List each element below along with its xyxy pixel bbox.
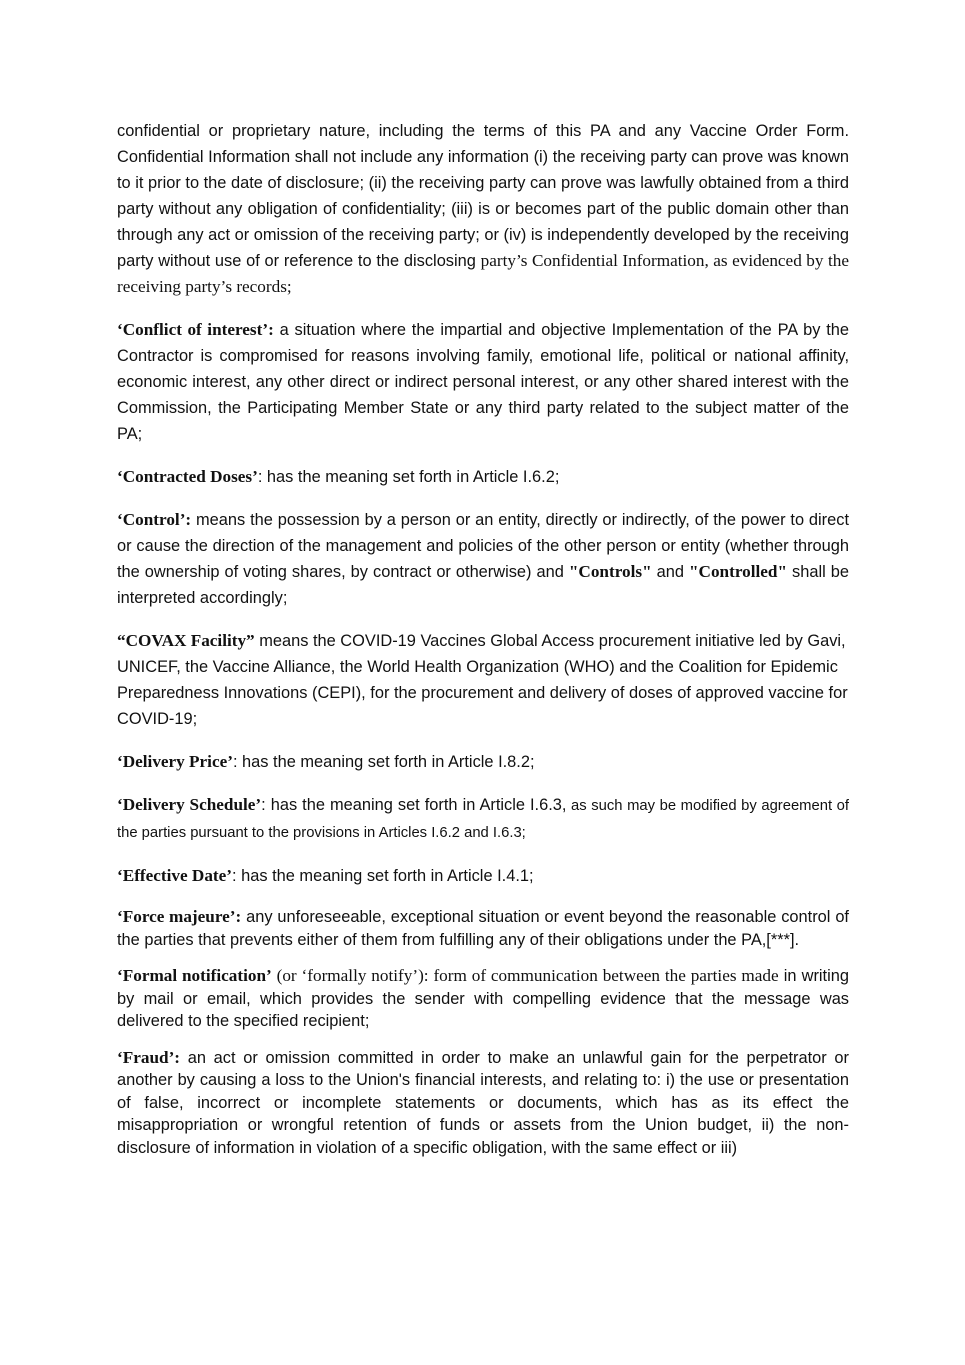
defined-term: ‘Formal notification’ <box>117 966 272 985</box>
defined-term: “COVAX Facility” <box>117 631 255 650</box>
definition-text-small: as such may be modified by agreement of the parties pursuant to the provisions in Articles I.6.2 and I.6.3; <box>117 798 849 841</box>
defined-term: ‘Conflict of interest’: <box>117 320 274 339</box>
quoted-term-controlled: "Controlled" <box>689 562 788 581</box>
quoted-term-controls: "Controls" <box>568 562 652 581</box>
paragraph-text-serif: party’s Confidential Information, as evidenced by the receiving party’s records; <box>117 251 849 296</box>
defined-term: ‘Effective Date’ <box>117 866 232 885</box>
definition-control <box>117 507 849 611</box>
definition-text: any unforeseeable, exceptional situation or event beyond the reasonable control of the parties that prevents either of them from fulfilling any of their obligations under the PA,[***]. <box>117 908 849 949</box>
definition-text-serif: (or ‘formally notify’): form of communication between the parties made <box>271 966 779 985</box>
defined-term: ‘Force majeure’: <box>117 907 242 926</box>
defined-term: ‘Control’: <box>117 510 192 529</box>
definition-text: : has the meaning set forth in Article I.8.2; <box>232 753 535 771</box>
definition-conflict-of-interest <box>117 317 849 447</box>
definition-text: an act or omission committed in order to make an unlawful gain for the perpetrator or another by causing a loss to the Union's financial interests, and relating to: i) the use or presentation of false, incorrect or incomplete statements or documents, which has as its effect the misappropriation or wrongful retention of funds or assets from the Union budget, ii) the non-disclosure of information in violation of a specific obligation, with the same effect or iii) <box>117 1048 849 1157</box>
definition-text: : has the meaning set forth in Article I.6.2; <box>257 468 560 486</box>
defined-term: ‘Delivery Schedule’ <box>117 795 262 814</box>
definition-text: : has the meaning set forth in Article I.6.3, <box>261 796 567 814</box>
definition-covax-facility <box>117 628 849 732</box>
definition-contracted-doses <box>117 464 849 490</box>
confidential-information-continuation <box>117 118 849 300</box>
definition-text: and <box>651 563 689 581</box>
definition-text: means the COVID-19 Vaccines Global Access procurement initiative led by Gavi, UNICEF, the Vaccine Alliance, the World Health Organization (WHO) and the Coalition for Epidemic Preparedness Innovations (CEPI), for the procurement and delivery of doses of approved vaccine for COVID-19; <box>117 632 848 728</box>
definitions-body <box>117 118 849 1173</box>
definition-text: : has the meaning set forth in Article I.4.1; <box>232 867 534 885</box>
definition-text: a situation where the impartial and objective Implementation of the PA by the Contractor is compromised for reasons involving family, emotional life, political or national affinity, economic interest, any other direct or indirect personal interest, or any other shared interest with the Commission, the Participating Member State or any third party related to the subject matter of the PA; <box>117 321 849 443</box>
definition-formal-notification <box>117 965 849 1033</box>
definition-text: in writing by mail or email, which provides the sender with compelling evidence that the message was delivered to the specified recipient; <box>117 967 849 1030</box>
definition-effective-date <box>117 863 849 889</box>
defined-term: ‘Delivery Price’ <box>117 752 233 771</box>
definition-delivery-price <box>117 749 849 775</box>
definition-fraud <box>117 1047 849 1160</box>
defined-term: ‘Contracted Doses’ <box>117 467 258 486</box>
definition-text: means the possession by a person or an entity, directly or indirectly, of the power to direct or cause the direction of the management and policies of the other person or entity (whether through the ownership of voting shares, by contract or otherwise) and <box>117 511 849 581</box>
definition-text: shall be interpreted accordingly; <box>117 563 849 607</box>
definition-delivery-schedule <box>117 792 849 846</box>
paragraph-text: confidential or proprietary nature, including the terms of this PA and any Vaccine Order Form. Confidential Information shall not include any information (i) the receiving party can prove was known to it prior to the date of disclosure; (ii) the receiving party can prove was lawfully obtained from a third party without any obligation of confidentiality; (iii) is or becomes part of the public domain other than through any act or omission of the receiving party; or (iv) is independently developed by the receiving party without use of or reference to the disclosing <box>117 122 849 270</box>
definition-force-majeure <box>117 906 849 951</box>
defined-term: ‘Fraud’: <box>117 1047 181 1067</box>
